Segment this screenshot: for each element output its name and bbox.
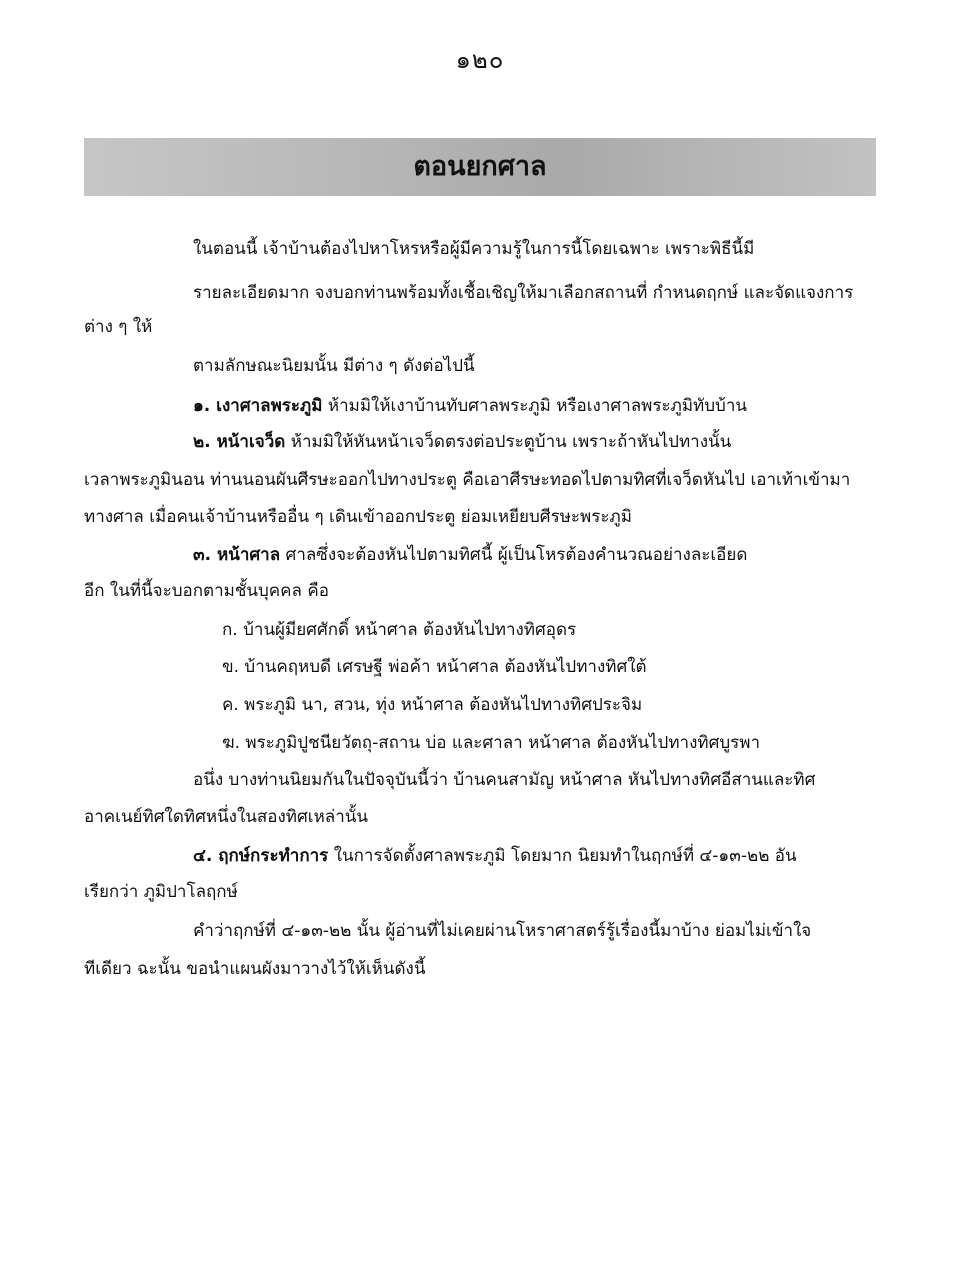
- rule-item-2: [193, 428, 731, 456]
- paragraph-line: ในตอนนี้ เจ้าบ้านต้องไปหาโหรหรือผู้มีความรู้ในการนี้โดยเฉพาะ เพราะพิธีนี้มี: [193, 239, 755, 259]
- paragraph-line: เรียกว่า ภูมิปาโลฤกษ์: [84, 882, 238, 902]
- rule-text: ในการจัดตั้งศาลพระภูมิ โดยมาก นิยมทำในฤกษ์ที่ ๔-๑๓-๒๒ อัน: [333, 846, 797, 866]
- paragraph-line: เวลาพระภูมินอน ท่านนอนผันศีรษะออกไปทางประตู คือเอาศีรษะทอดไปตามทิศที่เจว็ดหันไป เอาเท้าเข้ามา: [84, 470, 851, 490]
- section-title: ตอนยกศาล: [84, 138, 876, 196]
- paragraph-line: อีก ในที่นี้จะบอกตามชั้นบุคคล คือ: [84, 581, 329, 601]
- paragraph-line: ทางศาล เมื่อคนเจ้าบ้านหรืออื่น ๆ เดินเข้าออกประตู ย่อมเหยียบศีรษะพระภูมิ: [84, 507, 632, 527]
- paragraph-line: ตามลักษณะนิยมนั้น มีต่าง ๆ ดังต่อไปนี้: [193, 356, 475, 376]
- rule-item-1: [193, 392, 747, 420]
- rule-heading: ๔. ฤกษ์กระทำการ: [193, 846, 329, 866]
- rule-text: ห้ามมิให้หันหน้าเจว็ดตรงต่อประตูบ้าน เพราะถ้าหันไปทางนั้น: [290, 432, 732, 452]
- rule-text: ห้ามมิให้เงาบ้านทับศาลพระภูมิ หรือเงาศาลพระภูมิทับบ้าน: [327, 396, 747, 416]
- paragraph-line: คำว่าฤกษ์ที่ ๔-๑๓-๒๒ นั้น ผู้อ่านที่ไม่เคยผ่านโหราศาสตร์รู้เรื่องนี้มาบ้าง ย่อมไม่เข้าใจ: [193, 921, 812, 941]
- paragraph-line: ต่าง ๆ ให้: [84, 317, 153, 337]
- rule-heading: ๓. หน้าศาล: [193, 545, 281, 565]
- paragraph-line: อาคเนย์ทิศใดทิศหนึ่งในสองทิศเหล่านั้น: [84, 807, 369, 827]
- rule-heading: ๑. เงาศาลพระภูมิ: [193, 396, 323, 416]
- paragraph-line: ทีเดียว ฉะนั้น ขอนำแผนผังมาวางไว้ให้เห็นดังนี้: [84, 959, 426, 979]
- paragraph-line: รายละเอียดมาก จงบอกท่านพร้อมทั้งเชื้อเชิญให้มาเลือกสถานที่ กำหนดฤกษ์ และจัดแจงการ: [193, 283, 854, 303]
- page-number: ๑๒๐: [455, 46, 505, 74]
- list-item: ข. บ้านคฤหบดี เศรษฐี พ่อค้า หน้าศาล ต้องหันไปทางทิศใต้: [222, 657, 647, 677]
- rule-item-3: [193, 541, 747, 569]
- list-item: ค. พระภูมิ นา, สวน, ทุ่ง หน้าศาล ต้องหันไปทางทิศประจิม: [222, 695, 643, 715]
- list-item: ก. บ้านผู้มียศศักดิ์ หน้าศาล ต้องหันไปทางทิศอุดร: [222, 620, 577, 640]
- list-item: ฆ. พระภูมิปูชนียวัตถุ-สถาน บ่อ และศาลา หน้าศาล ต้องหันไปทางทิศบูรพา: [222, 733, 761, 753]
- rule-text: ศาลซึ่งจะต้องหันไปตามทิศนี้ ผู้เป็นโหรต้องคำนวณอย่างละเอียด: [285, 545, 748, 565]
- paragraph-line: อนึ่ง บางท่านนิยมกันในปัจจุบันนี้ว่า บ้านคนสามัญ หน้าศาล หันไปทางทิศอีสานและทิศ: [193, 770, 816, 790]
- rule-heading: ๒. หน้าเจว็ด: [193, 432, 286, 452]
- rule-item-4: [193, 842, 797, 870]
